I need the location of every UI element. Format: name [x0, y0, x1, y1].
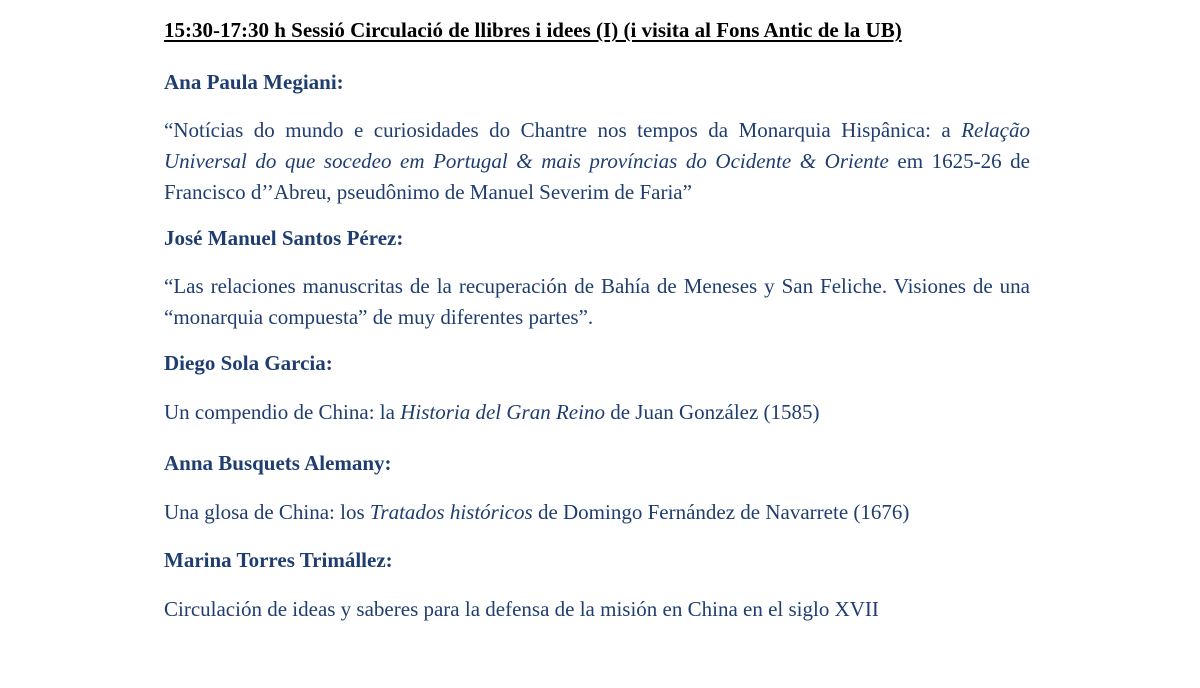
- talk-title-text: “Las relaciones manuscritas de la recuperación de Bahía de Meneses y San Feliche. Visiones de una “monarquia compuesta” de muy diferentes partes”.: [164, 274, 1030, 329]
- talk-title-text: Una glosa de China: los: [164, 500, 370, 524]
- talk-title-text: de Juan González (1585): [604, 400, 820, 424]
- speaker-name-busquets: Anna Busquets Alemany:: [164, 451, 392, 475]
- talk-title-italic: Historia del Gran Reino: [400, 400, 605, 424]
- talk-title-italic: Relação Universal do que socedeo em Portugal & mais províncias do Ocidente & Oriente: [164, 118, 1030, 173]
- speaker-name-megiani: Ana Paula Megiani:: [164, 70, 344, 94]
- talk-title-text: “Notícias do mundo e curiosidades do Chantre nos tempos da Monarquia Hispânica: a: [164, 118, 962, 142]
- talk-title-text: de Domingo Fernández de Navarrete (1676): [532, 500, 910, 524]
- talk-title-text: em 1625-26 de Francisco d’’Abreu, pseudônimo de Manuel Severim de Faria”: [164, 149, 1030, 204]
- talk-title-megiani: [164, 115, 1030, 208]
- session-title: 15:30-17:30 h Sessió Circulació de llibres i idees (I) (i visita al Fons Antic de la UB): [164, 18, 902, 42]
- talk-title-italic: Tratados históricos: [369, 500, 533, 524]
- talk-title-text: Un compendio de China: la: [164, 400, 401, 424]
- talk-title-text: Circulación de ideas y saberes para la defensa de la misión en China en el siglo XVII: [164, 597, 879, 621]
- talk-title-busquets: [164, 497, 1030, 528]
- speaker-name-santos: José Manuel Santos Pérez:: [164, 226, 404, 250]
- talk-title-torres: [164, 594, 1030, 625]
- talk-title-santos: [164, 271, 1030, 333]
- speaker-name-sola: Diego Sola Garcia:: [164, 351, 333, 375]
- speaker-name-torres: Marina Torres Trimállez:: [164, 548, 393, 572]
- talk-title-sola: [164, 397, 1030, 428]
